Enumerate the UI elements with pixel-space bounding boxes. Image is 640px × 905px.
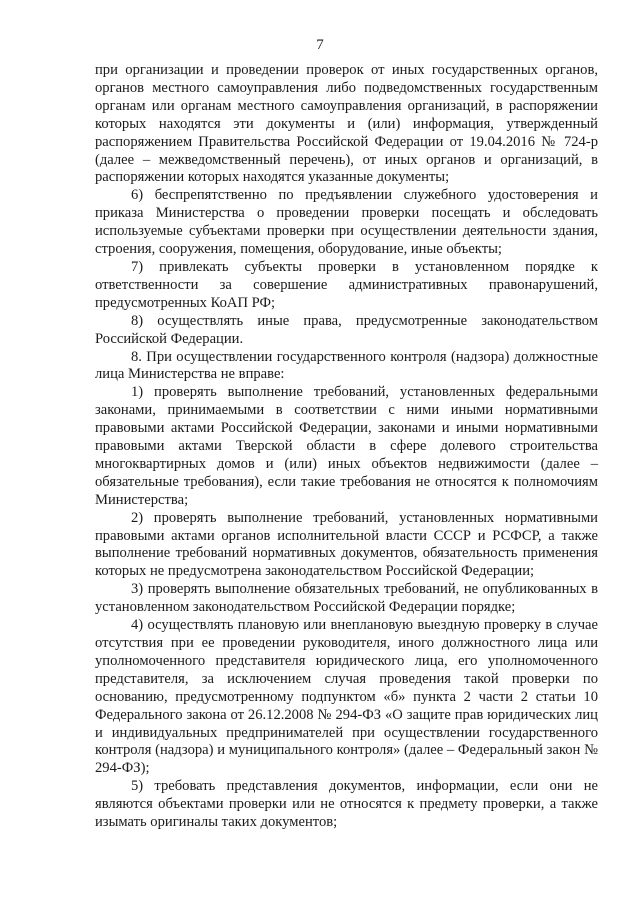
paragraph-prohibition-5: 5) требовать представления документов, информации, если они не являются объектами проверки или не относятся к предмету проверки, а также изымать оригиналы таких документов; bbox=[95, 778, 598, 831]
paragraph-item-8: 8) осуществлять иные права, предусмотренные законодательством Российской Федерации. bbox=[95, 312, 598, 347]
paragraph-prohibition-3: 3) проверять выполнение обязательных требований, не опубликованных в установленном законодательством Российской Федерации порядке; bbox=[95, 581, 598, 616]
paragraph-item-6: 6) беспрепятственно по предъявлении служебного удостоверения и приказа Министерства о проведении проверки посещать и обследовать используемые субъектами проверки при осуществлении деятельности здания, строения, сооружения, помещения, оборудование, иные объекты; bbox=[95, 187, 598, 258]
document-body bbox=[95, 62, 598, 832]
paragraph-prohibition-4: 4) осуществлять плановую или внеплановую выездную проверку в случае отсутствия при ее проведении руководителя, иного должностного лица или уполномоченного представителя юридического лица, его уполномоченного представителя, за исключением случая проведения такой проверки по основанию, предусмотренному подпунктом «б» пункта 2 части 2 статьи 10 Федерального закона от 26.12.2008 № 294-ФЗ «О защите прав юридических лиц и индивидуальных предпринимателей при осуществлении государственного контроля (надзора) и муниципального контроля» (далее – Федеральный закон № 294-ФЗ); bbox=[95, 617, 598, 777]
paragraph-section-8: 8. При осуществлении государственного контроля (надзора) должностные лица Министерства не вправе: bbox=[95, 348, 598, 383]
page-number: 7 bbox=[316, 37, 324, 53]
paragraph-prohibition-2: 2) проверять выполнение требований, установленных нормативными правовыми актами органов исполнительной власти СССР и РСФСР, а также выполнение требований нормативных документов, обязательность применения которых не предусмотрена законодательством Российской Федерации; bbox=[95, 509, 598, 580]
paragraph-prohibition-1: 1) проверять выполнение требований, установленных федеральными законами, принимаемыми в соответствии с ними иными нормативными правовыми актами Российской Федерации, законами и иными нормативными правовыми актами Тверской области в сфере долевого строительства многоквартирных домов и (или) иных объектов недвижимости (далее – обязательные требования), если такие требования не относятся к полномочиям Министерства; bbox=[95, 384, 598, 508]
paragraph-continuation: при организации и проведении проверок от иных государственных органов, органов местного самоуправления либо подведомственных государственным органам или органам местного самоуправления организаций, в распоряжении которых находятся эти документы и (или) информация, утвержденный распоряжением Правительства Российской Федерации от 19.04.2016 № 724-р (далее – межведомственный перечень), от иных органов и организаций, в распоряжении которых находятся указанные документы; bbox=[95, 62, 598, 186]
paragraph-item-7: 7) привлекать субъекты проверки в установленном порядке к ответственности за совершение административных правонарушений, предусмотренных КоАП РФ; bbox=[95, 258, 598, 311]
